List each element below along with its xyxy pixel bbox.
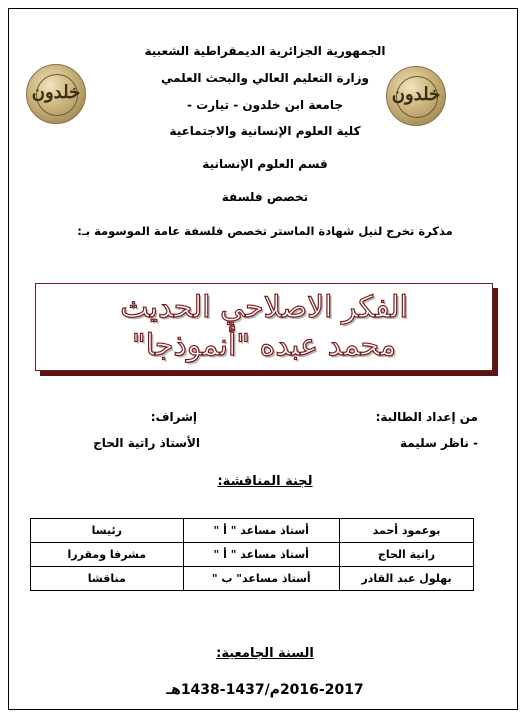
emblem-mark: خلدون: [31, 82, 81, 103]
thesis-title-line2: محمد عبده "أنموذجا": [131, 328, 397, 363]
thesis-title-box: [35, 283, 493, 371]
table-row: [31, 543, 474, 567]
member-name: راتية الحاج: [339, 543, 473, 567]
thesis-note: مذكرة تخرج لنيل شهادة الماستر تخصص فلسفة عامة الموسومة بـ:: [77, 224, 453, 238]
member-role: مناقشا: [31, 567, 184, 591]
thesis-title-line1: الفكر الاصلاحي الحديث: [120, 290, 408, 325]
header-specialty: تخصص فلسفة: [221, 190, 309, 204]
member-name: بهلول عبد القادر: [339, 567, 473, 591]
committee-heading: لجنة المناقشة:: [217, 474, 313, 489]
emblem-mark: خلدون: [391, 84, 441, 105]
table-row: [31, 567, 474, 591]
prepared-by-label: من إعداد الطالبة:: [375, 410, 478, 424]
academic-year-label: السنة الجامعية:: [216, 646, 314, 661]
supervision-label: إشراف:: [150, 410, 197, 424]
header-university: جامعة ابن خلدون - تيارت -: [187, 98, 343, 112]
member-role: رئيسا: [31, 519, 184, 543]
header-faculty: كلية العلوم الإنسانية والاجتماعية: [169, 124, 361, 138]
student-name: - ناظر سليمة: [399, 436, 478, 450]
member-rank: أستاذ مساعد " أ ": [183, 519, 339, 543]
header-ministry: وزارة التعليم العالي والبحث العلمي: [160, 71, 370, 85]
header-department: قسم العلوم الإنسانية: [202, 157, 328, 171]
header-republic: الجمهورية الجزائرية الديمقراطية الشعبية: [144, 44, 386, 58]
table-row: [31, 519, 474, 543]
academic-year-value: 2016-2017م/1437-1438هـ: [166, 682, 364, 698]
committee-table: [30, 518, 474, 591]
member-name: بوعمود أحمد: [339, 519, 473, 543]
member-rank: أستاذ مساعد " أ ": [183, 543, 339, 567]
member-rank: أستاذ مساعد" ب ": [183, 567, 339, 591]
member-role: مشرفا ومقررا: [31, 543, 184, 567]
supervisor-name: الأستاذ راتية الحاج: [93, 436, 200, 450]
